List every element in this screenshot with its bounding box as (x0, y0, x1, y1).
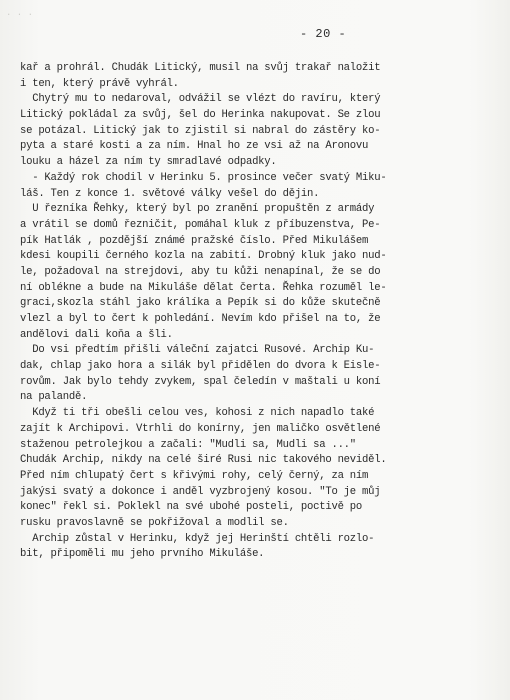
text-line: staženou petrolejkou a začali: "Mudli sa, Mudli sa ..." (20, 438, 356, 451)
text-line: zajít k Archipovi. Vtrhli do konírny, jen maličko osvětlené (20, 422, 381, 435)
text-line: rusku pravoslavně se pokřižoval a modlil se. (20, 516, 289, 529)
text-line: i ten, který právě vyhrál. (20, 77, 179, 90)
corner-mark: · · · (6, 10, 34, 20)
text-line: a vrátil se domů řezničit, pomáhal kluk z příbuzenstva, Pe- (20, 218, 381, 231)
text-line: pík Hatlák , pozdější známé pražské číslo. Před Mikulášem (20, 234, 369, 247)
text-line: louku a házel za ním ty smradlavé odpadky. (20, 156, 277, 169)
text-line: láš. Ten z konce 1. světové války vešel do dějin. (20, 187, 320, 200)
text-line: le, požadoval na strejdovi, aby tu kůži nenapínal, že se do (20, 265, 381, 278)
text-line: graci,skozla stáhl jako králíka a Pepík si do kůže skutečně (20, 297, 381, 310)
text-line: se potázal. Litický jak to zjistil si nabral do zástěry ko- (20, 124, 381, 137)
text-line: Chytrý mu to nedaroval, odvážil se vlézt do ravíru, který (20, 93, 381, 106)
text-line: bit, připoměli mu jeho prvního Mikuláše. (20, 548, 265, 561)
text-line: dak, chlap jako hora a silák byl přidělen do dvora k Eisle- (20, 360, 381, 373)
text-line: Litický pokládal za svůj, šel do Herinka nakupovat. Se zlou (20, 109, 381, 122)
body-text (20, 61, 490, 563)
page-number: - 20 - (300, 27, 347, 41)
text-line: ní oblékne a bude na Mikuláše dělat čerta. Řehka rozuměl le- (20, 281, 387, 294)
text-line: U řezníka Řehky, který byl po zranění propuštěn z armády (20, 203, 375, 216)
text-line: Před ním chlupatý čert s křivými rohy, celý černý, za ním (20, 469, 369, 482)
text-line: Když ti tři obešli celou ves, kohosi z nich napadlo také (20, 407, 375, 420)
text-line: vlezl a byl to čert k pohledání. Nevím kdo přišel na to, že (20, 313, 381, 325)
text-line: - Každý rok chodil v Herinku 5. prosince večer svatý Miku- (20, 171, 387, 184)
text-line: Do vsi předtím přišli váleční zajatci Rusové. Archip Ku- (20, 344, 375, 357)
text-line: na palandě. (20, 391, 88, 404)
text-line: rovům. Jak bylo tehdy zvykem, spal čeledín v maštali u koní (20, 375, 381, 388)
text-line: kdesi koupili černého kozla na zabití. Drobný kluk jako nud- (20, 250, 387, 263)
text-line: kař a prohrál. Chudák Litický, musil na svůj trakař naložit (20, 62, 381, 74)
text-line: Chudák Archip, nikdy na celé širé Rusi nic takového neviděl. (20, 454, 387, 467)
text-line: Archip zůstal v Herinku, když jej Herinští chtěli rozlo- (20, 532, 375, 545)
text-line: jakýsi svatý a dokonce i anděl vyzbrojený kosou. "To je můj (20, 485, 381, 498)
text-line: andělovi dali koňa a šli. (20, 328, 173, 341)
text-line: pyta a staré kosti a za ním. Hnal ho ze vsi až na Aronovu (20, 140, 369, 153)
text-line: konec" řekl si. Poklekl na své ubohé posteli, poctivě po (20, 501, 363, 514)
